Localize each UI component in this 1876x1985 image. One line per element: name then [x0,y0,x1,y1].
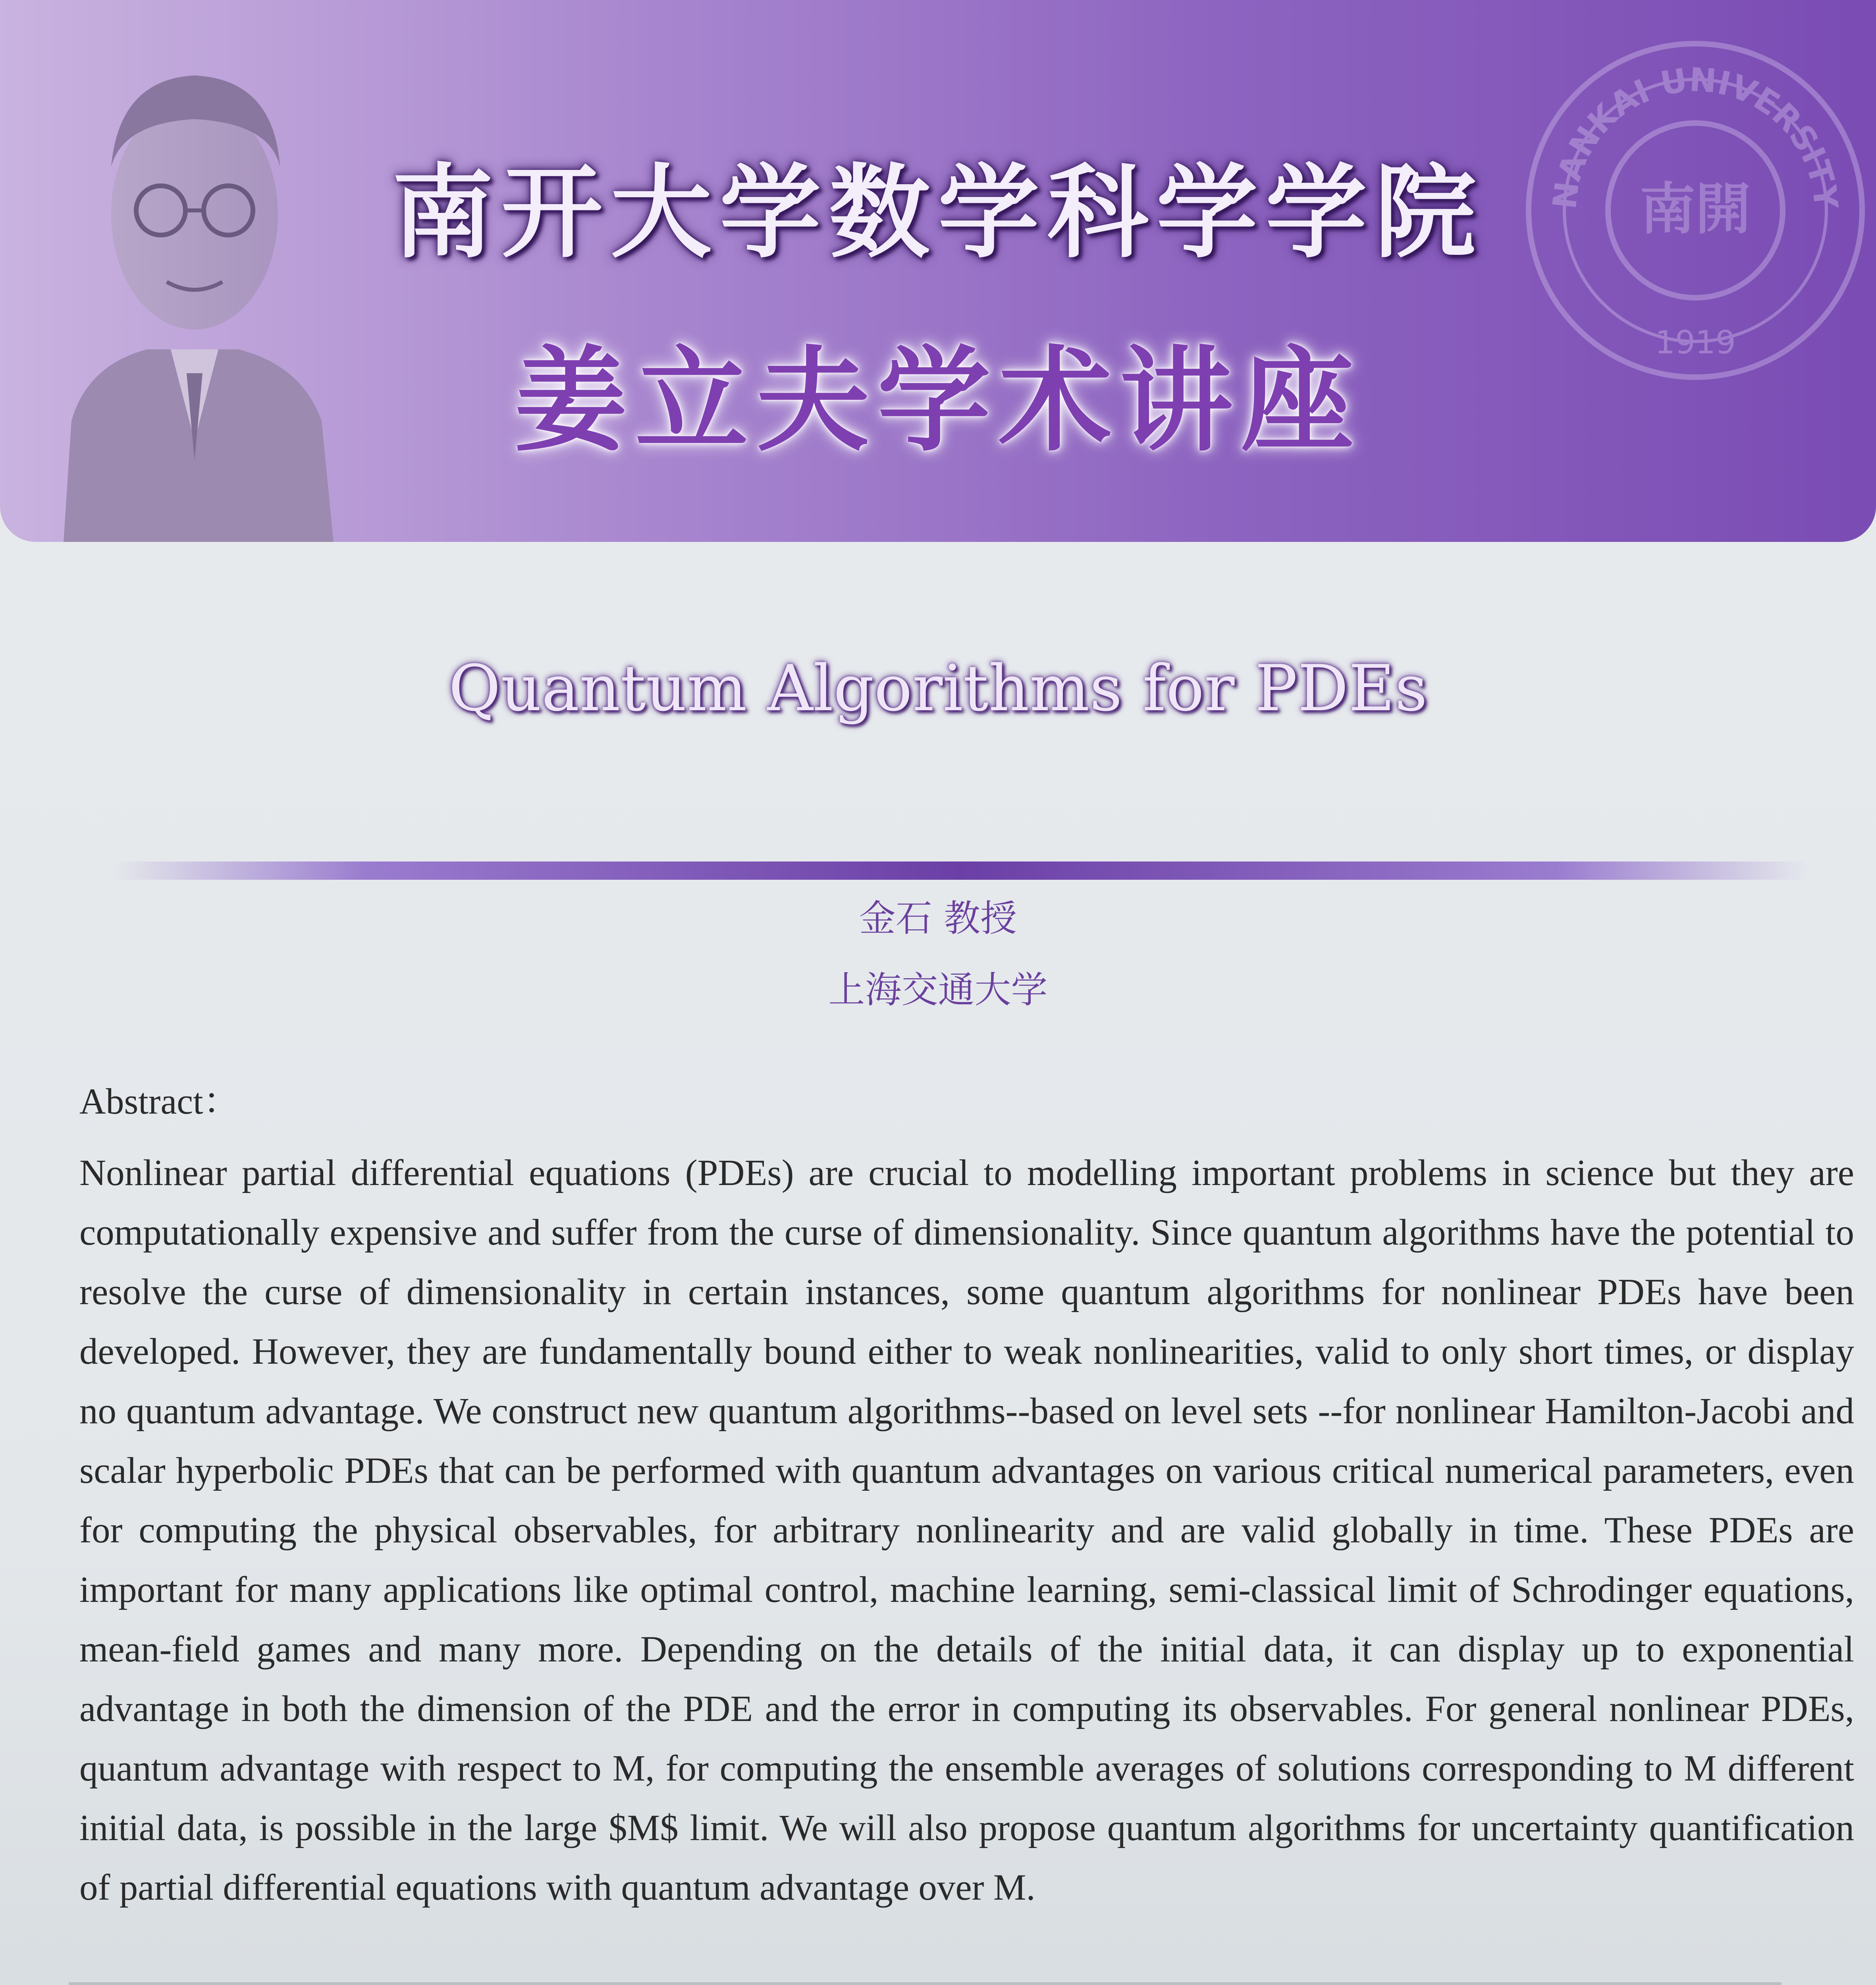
lecture-series-title: 姜立夫学术讲座 [514,335,1362,467]
speaker-affiliation: 上海交通大学 [828,969,1048,1011]
school-title: 南开大学数学科学学院 [392,154,1484,272]
title-divider [111,861,1810,880]
speaker-name: 金石 教授 [859,897,1017,940]
svg-text:NANKAI UNIVERSITY: NANKAI UNIVERSITY [1546,61,1845,211]
talk-title: Quantum Algorithms for PDEs [448,651,1428,725]
svg-text:南開: 南開 [1639,177,1751,242]
abstract-text: Nonlinear partial differential equations (PDEs) are crucial to modelling important problems in science but they are computationally expensive and suffer from the curse of dimensionality. Since quantum algorithms have the potential to resolve the curse of dimensionality in certain instances, some quantum algorithms for nonlinear PDEs have been developed. However, they are fundamentally bound either to weak nonlinearities, valid to only short times, or display no quantum advantage. We construct new quantum algorithms--based on level sets --for nonlinear Hamilton-Jacobi and scalar hyperbolic PDEs that can be performed with quantum advantages on various critical numerical parameters, even for computing the physical observables, for arbitrary nonlinearity and are valid globally in time. These PDEs are important for many applications like optimal control, machine learning, semi-classical limit of Schrodinger equations, mean-field games and many more. Depending on the details of the initial data, it can display up to exponential advantage in both the dimension of the PDE and the error in computing its observables. For general nonlinear PDEs, quantum advantage with respect to M, for computing the ensemble averages of solutions corresponding to M different initial data, is possible in the large $M$ limit. We will also propose quantum algorithms for uncertainty quantification of partial differential equations with quantum advantage over M. [79,1152,1854,1908]
header-banner [0,0,1876,542]
abstract-label: Abstract： [79,1081,240,1122]
svg-text:1919: 1919 [1655,324,1736,361]
